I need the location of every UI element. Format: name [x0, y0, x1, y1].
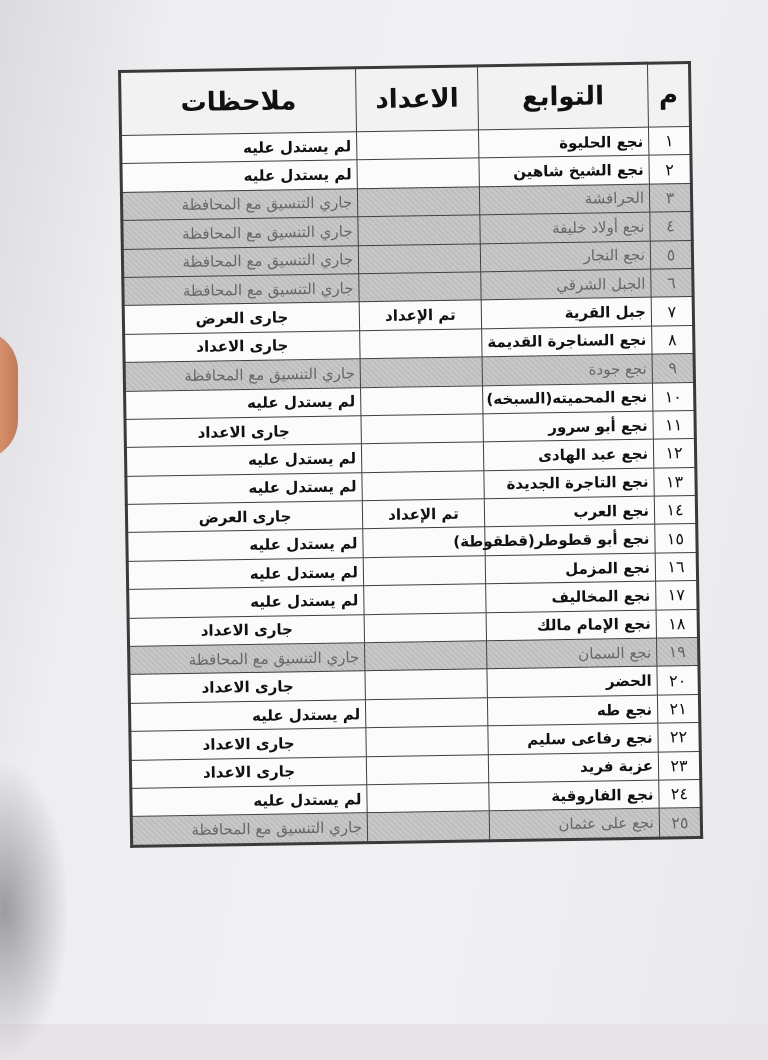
village-name: نجع السناجرة القديمة — [482, 326, 652, 357]
notes-cell: جارى الاعداد — [129, 671, 365, 703]
village-name: نجع التاجرة الجديدة — [484, 468, 654, 499]
notes-cell: جاري التنسيق مع المحافظة — [124, 359, 360, 391]
prep-status — [362, 470, 484, 500]
prep-status — [357, 158, 479, 188]
notes-cell: لم يستدل عليه — [127, 529, 363, 561]
table-body — [121, 127, 702, 847]
prep-status — [360, 357, 482, 387]
notes-cell: جاري التنسيق مع المحافظة — [123, 274, 359, 306]
prep-status — [367, 783, 489, 813]
prep-status — [358, 243, 480, 273]
village-name: عزبة فريد — [488, 752, 658, 783]
header-row — [120, 63, 691, 136]
row-number: ١١ — [653, 410, 695, 439]
row-number: ٥ — [650, 240, 692, 269]
village-name: نجع السمان — [487, 638, 657, 669]
prep-status — [366, 726, 488, 756]
row-number: ١٦ — [655, 552, 697, 581]
notes-cell: جاري التنسيق مع المحافظة — [121, 189, 357, 221]
notes-cell: جارى الاعداد — [124, 330, 360, 362]
notes-cell: جاري التنسيق مع المحافظة — [131, 813, 367, 846]
village-name: نجع الإمام مالك — [486, 610, 656, 641]
notes-cell: لم يستدل عليه — [131, 785, 367, 817]
village-name: نجع العرب — [484, 496, 654, 527]
notes-cell: جارى الاعداد — [130, 728, 366, 760]
notes-cell: لم يستدل عليه — [121, 132, 357, 164]
prep-status — [361, 442, 483, 472]
prep-status — [363, 556, 485, 586]
prep-status: تم الإعداد — [362, 499, 484, 529]
row-number: ١٠ — [652, 382, 694, 411]
prep-status — [357, 187, 479, 217]
row-number: ٢٢ — [658, 723, 700, 752]
row-number: ٨ — [652, 325, 694, 354]
village-name: نجع الفاروقية — [489, 780, 659, 811]
notes-cell: جاري التنسيق مع المحافظة — [122, 217, 358, 249]
notes-cell: لم يستدل عليه — [125, 387, 361, 419]
village-name: الجبل الشرقي — [481, 269, 651, 300]
row-number: ٧ — [651, 297, 693, 326]
village-name: جبل القرية — [481, 297, 651, 328]
prep-status — [366, 754, 488, 784]
notes-cell: لم يستدل عليه — [126, 472, 362, 504]
notes-cell: لم يستدل عليه — [127, 558, 363, 590]
row-number: ٣ — [649, 183, 691, 212]
village-name: نجع جودة — [482, 354, 652, 385]
prep-status — [356, 130, 478, 160]
notes-cell: جارى الاعداد — [130, 756, 366, 788]
prep-status — [361, 385, 483, 415]
village-name: نجع أبو سرور — [483, 411, 653, 442]
prep-status — [361, 414, 483, 444]
row-number: ٢٣ — [658, 751, 700, 780]
notes-cell: جارى الاعداد — [125, 416, 361, 448]
notes-cell: جاري التنسيق مع المحافظة — [122, 245, 358, 277]
row-number: ٢٥ — [659, 808, 701, 838]
notes-cell: لم يستدل عليه — [128, 586, 364, 618]
row-number: ٢١ — [657, 694, 699, 723]
prep-status: تم الإعداد — [359, 300, 481, 330]
village-name: نجع على عثمان — [489, 808, 659, 840]
notes-cell: لم يستدل عليه — [129, 700, 365, 732]
row-number: ٢٤ — [659, 779, 701, 808]
village-name: الحرافشة — [479, 184, 649, 215]
notes-cell: جارى العرض — [123, 302, 359, 334]
notes-cell: جاري التنسيق مع المحافظة — [129, 643, 365, 675]
prep-status — [358, 215, 480, 245]
village-name: نجع أبو قطوطر(قطقوطة) — [485, 525, 655, 556]
row-number: ١ — [648, 127, 690, 156]
village-name: نجع عبد الهادى — [483, 439, 653, 470]
village-name: نجع رفاعى سليم — [488, 723, 658, 754]
village-name: نجع المحميته(السبخه) — [482, 383, 652, 414]
village-name: نجع طه — [487, 695, 657, 726]
prep-status — [359, 272, 481, 302]
row-number: ٦ — [651, 268, 693, 297]
row-number: ٩ — [652, 354, 694, 383]
header-num: م — [647, 63, 690, 128]
village-name: نجع المزمل — [485, 553, 655, 584]
prep-status — [360, 329, 482, 359]
row-number: ١٥ — [655, 524, 697, 553]
prep-status — [365, 698, 487, 728]
village-name: نجع المخاليف — [486, 581, 656, 612]
row-number: ١٢ — [653, 439, 695, 468]
villages-table — [118, 61, 703, 848]
prep-status — [365, 641, 487, 671]
row-number: ١٤ — [654, 496, 696, 525]
notes-cell: جارى الاعداد — [128, 614, 364, 646]
village-name: نجع النجار — [480, 241, 650, 272]
row-number: ١٣ — [654, 467, 696, 496]
village-name: نجع الشيخ شاهين — [479, 156, 649, 187]
notes-cell: لم يستدل عليه — [125, 444, 361, 476]
prep-status — [364, 612, 486, 642]
village-name: نجع أولاد خليفة — [480, 212, 650, 243]
row-number: ١٨ — [656, 609, 698, 638]
row-number: ٤ — [650, 212, 692, 241]
prep-status — [364, 584, 486, 614]
header-prep: الاعداد — [355, 66, 478, 132]
row-number: ١٩ — [656, 637, 698, 666]
prep-status — [367, 811, 489, 842]
village-name: الحضر — [487, 667, 657, 698]
prep-status — [365, 669, 487, 699]
village-name: نجع الحليوة — [478, 127, 648, 158]
header-name: التوابع — [477, 63, 648, 130]
row-number: ٢٠ — [657, 666, 699, 695]
document-sheet — [118, 61, 700, 848]
notes-cell: لم يستدل عليه — [121, 160, 357, 192]
header-notes: ملاحظات — [120, 68, 357, 136]
row-number: ١٧ — [656, 581, 698, 610]
row-number: ٢ — [649, 155, 691, 184]
notes-cell: جارى العرض — [126, 501, 362, 533]
